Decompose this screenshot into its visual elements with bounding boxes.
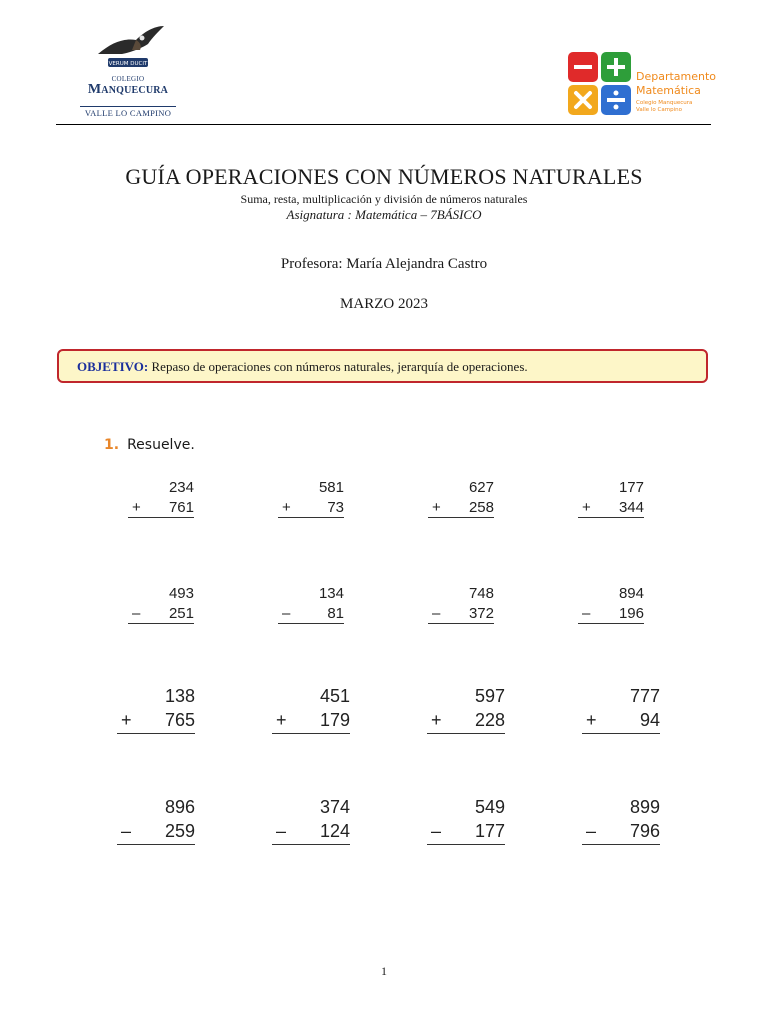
problem: 896 – 259: [117, 797, 195, 847]
problem: 549 – 177: [427, 797, 505, 847]
problem: 451 + 179: [272, 686, 350, 736]
document-title: GUÍA OPERACIONES CON NÚMEROS NATURALES: [125, 164, 643, 189]
problem: 627 + 258: [428, 479, 494, 519]
problem: 138 + 765: [117, 686, 195, 736]
sum-line: [578, 517, 644, 518]
objective-text: Repaso de operaciones con números naturales, jerarquía de operaciones.: [148, 359, 528, 374]
problem: 899 – 796: [582, 797, 660, 847]
sum-line: [128, 517, 194, 518]
school-logo: [80, 24, 180, 120]
sum-line: [428, 517, 494, 518]
sum-line: [272, 733, 350, 734]
sum-line: [582, 844, 660, 845]
department-subtitle: Colegio Manquecura Valle lo Campino: [636, 100, 693, 113]
problem: 777 + 94: [582, 686, 660, 736]
sum-line: [427, 844, 505, 845]
divide-icon: [601, 85, 631, 115]
minus-icon: [568, 52, 598, 82]
sum-line: [582, 733, 660, 734]
sum-line: [278, 517, 344, 518]
sum-line: [128, 623, 194, 624]
school-motto: VERUM DUCIT: [108, 61, 148, 67]
date-line: MARZO 2023: [340, 296, 428, 312]
problem: 374 – 124: [272, 797, 350, 847]
sum-line: [578, 623, 644, 624]
exercise-instruction: Resuelve.: [127, 437, 195, 453]
condor-icon: [92, 24, 168, 70]
school-name-prefix: COLEGIO: [111, 75, 145, 83]
school-name: Manquecura: [87, 82, 169, 97]
times-icon: [568, 85, 598, 115]
header-divider: [56, 124, 711, 125]
exercise-heading: [104, 437, 195, 453]
sum-line: [117, 844, 195, 845]
department-title: Departamento Matemática: [636, 70, 717, 97]
problem: 748 – 372: [428, 585, 494, 625]
document-subtitle: Suma, resta, multiplicación y división de números naturales: [240, 192, 528, 206]
exercise-number: 1.: [104, 437, 120, 453]
objective-label: OBJETIVO:: [77, 359, 149, 374]
problem: 894 – 196: [578, 585, 644, 625]
problem: 177 + 344: [578, 479, 644, 519]
subject-line: Asignatura : Matemática – 7BÁSICO: [286, 207, 482, 222]
problem: 597 + 228: [427, 686, 505, 736]
sum-line: [117, 733, 195, 734]
problem: 134 – 81: [278, 585, 344, 625]
page-number: 1: [381, 964, 387, 978]
problem: 581 + 73: [278, 479, 344, 519]
objective-box: [57, 349, 708, 383]
department-logo: [568, 52, 718, 122]
sum-line: [278, 623, 344, 624]
problem: 234 + 761: [128, 479, 194, 519]
sum-line: [428, 623, 494, 624]
school-campus: VALLE LO CAMPINO: [80, 106, 176, 118]
sum-line: [272, 844, 350, 845]
teacher-line: Profesora: María Alejandra Castro: [280, 256, 488, 272]
sum-line: [427, 733, 505, 734]
problem: 493 – 251: [128, 585, 194, 625]
plus-icon: [601, 52, 631, 82]
